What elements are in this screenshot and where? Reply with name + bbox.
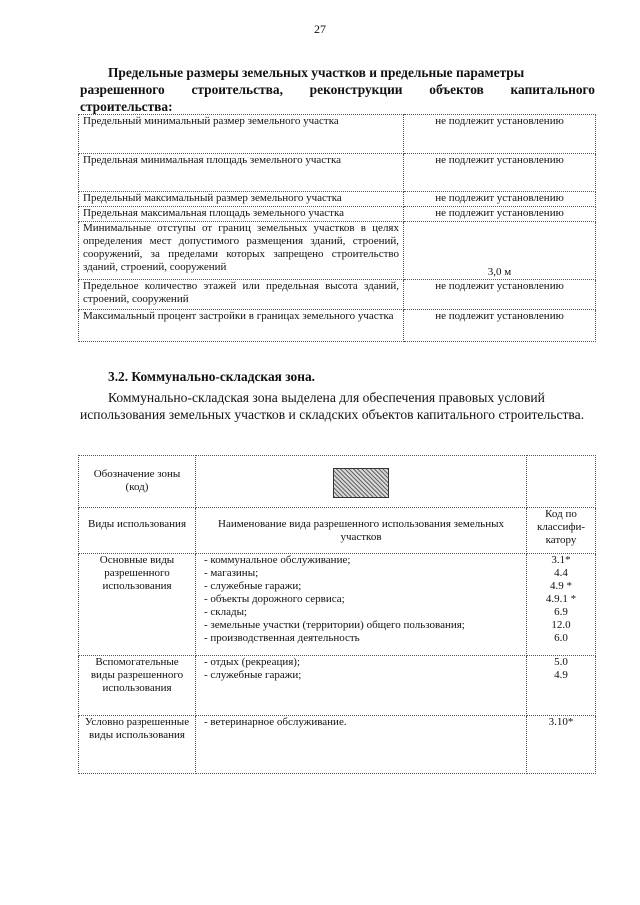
list-item: - служебные гаражи; <box>204 580 302 592</box>
table-row <box>79 310 596 342</box>
value-cell: не подлежит установлению <box>404 310 596 342</box>
zone-table <box>78 455 596 774</box>
group-items <box>196 716 527 774</box>
list-item: - служебные гаражи; <box>204 669 302 681</box>
table-row <box>79 222 596 280</box>
table-row <box>79 192 596 207</box>
group-type: Вспомогательные виды разрешенного использования <box>79 656 196 716</box>
group-codes <box>527 656 596 716</box>
value-cell: не подлежит установлению <box>404 192 596 207</box>
param-cell: Предельное количество этажей или предельная высота зданий, строений, сооружений <box>79 280 404 310</box>
limits-heading-line1: Предельные размеры земельных участков и предельные параметры <box>108 65 525 80</box>
section-heading: 3.2. Коммунально-складская зона. <box>108 369 315 384</box>
zone-hatch-symbol <box>333 468 389 498</box>
limits-heading <box>80 64 595 115</box>
header-types: Виды использования <box>79 508 196 554</box>
limits-heading-line2: разрешенного строительства, реконструкции объектов капитального строительства: <box>80 82 595 114</box>
code: 4.9 * <box>550 580 572 592</box>
param-cell: Предельная максимальная площадь земельного участка <box>79 207 404 222</box>
group-items <box>196 656 527 716</box>
code: 3.10* <box>548 716 574 728</box>
section-paragraph-first: Коммунально-складская зона выделена для обеспечения правовых условий <box>108 390 545 405</box>
list-item: - магазины; <box>204 567 259 579</box>
section-paragraph-rest: использования земельных участков и складских объектов капитального строительства. <box>80 407 585 422</box>
value-cell: 3,0 м <box>404 222 596 280</box>
table-row <box>79 508 596 554</box>
table-row <box>79 115 596 154</box>
code: 4.4 <box>554 567 568 579</box>
group-type: Условно разрешенные виды использования <box>79 716 196 774</box>
param-cell: Минимальные отступы от границ земельных участков в целях определения мест допустимого размещения зданий, строений, сооружений, за пределами которых запрещено строительство зданий, строений, сооружений <box>79 222 404 280</box>
code: 6.9 <box>554 606 568 618</box>
header-code: Код по классифи-катору <box>527 508 596 554</box>
param-cell: Предельный максимальный размер земельного участка <box>79 192 404 207</box>
group-codes <box>527 554 596 656</box>
group-codes <box>527 716 596 774</box>
group-items <box>196 554 527 656</box>
table-row <box>79 207 596 222</box>
value-cell: не подлежит установлению <box>404 115 596 154</box>
section-paragraph <box>80 389 595 423</box>
group-type: Основные виды разрешенного использования <box>79 554 196 656</box>
code: 12.0 <box>551 619 571 631</box>
list-item: - склады; <box>204 606 248 618</box>
param-cell: Максимальный процент застройки в границах земельного участка <box>79 310 404 342</box>
table-row <box>79 154 596 192</box>
zone-symbol-cell <box>196 456 527 508</box>
code: 3.1* <box>551 554 571 566</box>
zone-label-cell: Обозначение зоны (код) <box>79 456 196 508</box>
value-cell: не подлежит установлению <box>404 154 596 192</box>
code: 5.0 <box>554 656 568 668</box>
param-cell: Предельная минимальная площадь земельного участка <box>79 154 404 192</box>
value-cell: не подлежит установлению <box>404 207 596 222</box>
code: 6.0 <box>554 632 568 644</box>
list-item: - земельные участки (территории) общего пользования; <box>204 619 465 631</box>
value-cell: не подлежит установлению <box>404 280 596 310</box>
table-row <box>79 656 596 716</box>
header-name: Наименование вида разрешенного использования земельных участков <box>196 508 527 554</box>
code: 4.9.1 * <box>545 593 577 605</box>
list-item: - коммунальное обслуживание; <box>204 554 351 566</box>
list-item: - отдых (рекреация); <box>204 656 301 668</box>
table-row <box>79 716 596 774</box>
code: 4.9 <box>554 669 568 681</box>
list-item: - объекты дорожного сервиса; <box>204 593 345 605</box>
table-row <box>79 554 596 656</box>
table-row <box>79 456 596 508</box>
param-cell: Предельный минимальный размер земельного участка <box>79 115 404 154</box>
limits-table <box>78 114 596 342</box>
list-item: - ветеринарное обслуживание. <box>204 716 347 728</box>
empty-cell <box>527 456 596 508</box>
table-row <box>79 280 596 310</box>
list-item: - производственная деятельность <box>204 632 360 644</box>
page-number: 27 <box>314 22 326 36</box>
